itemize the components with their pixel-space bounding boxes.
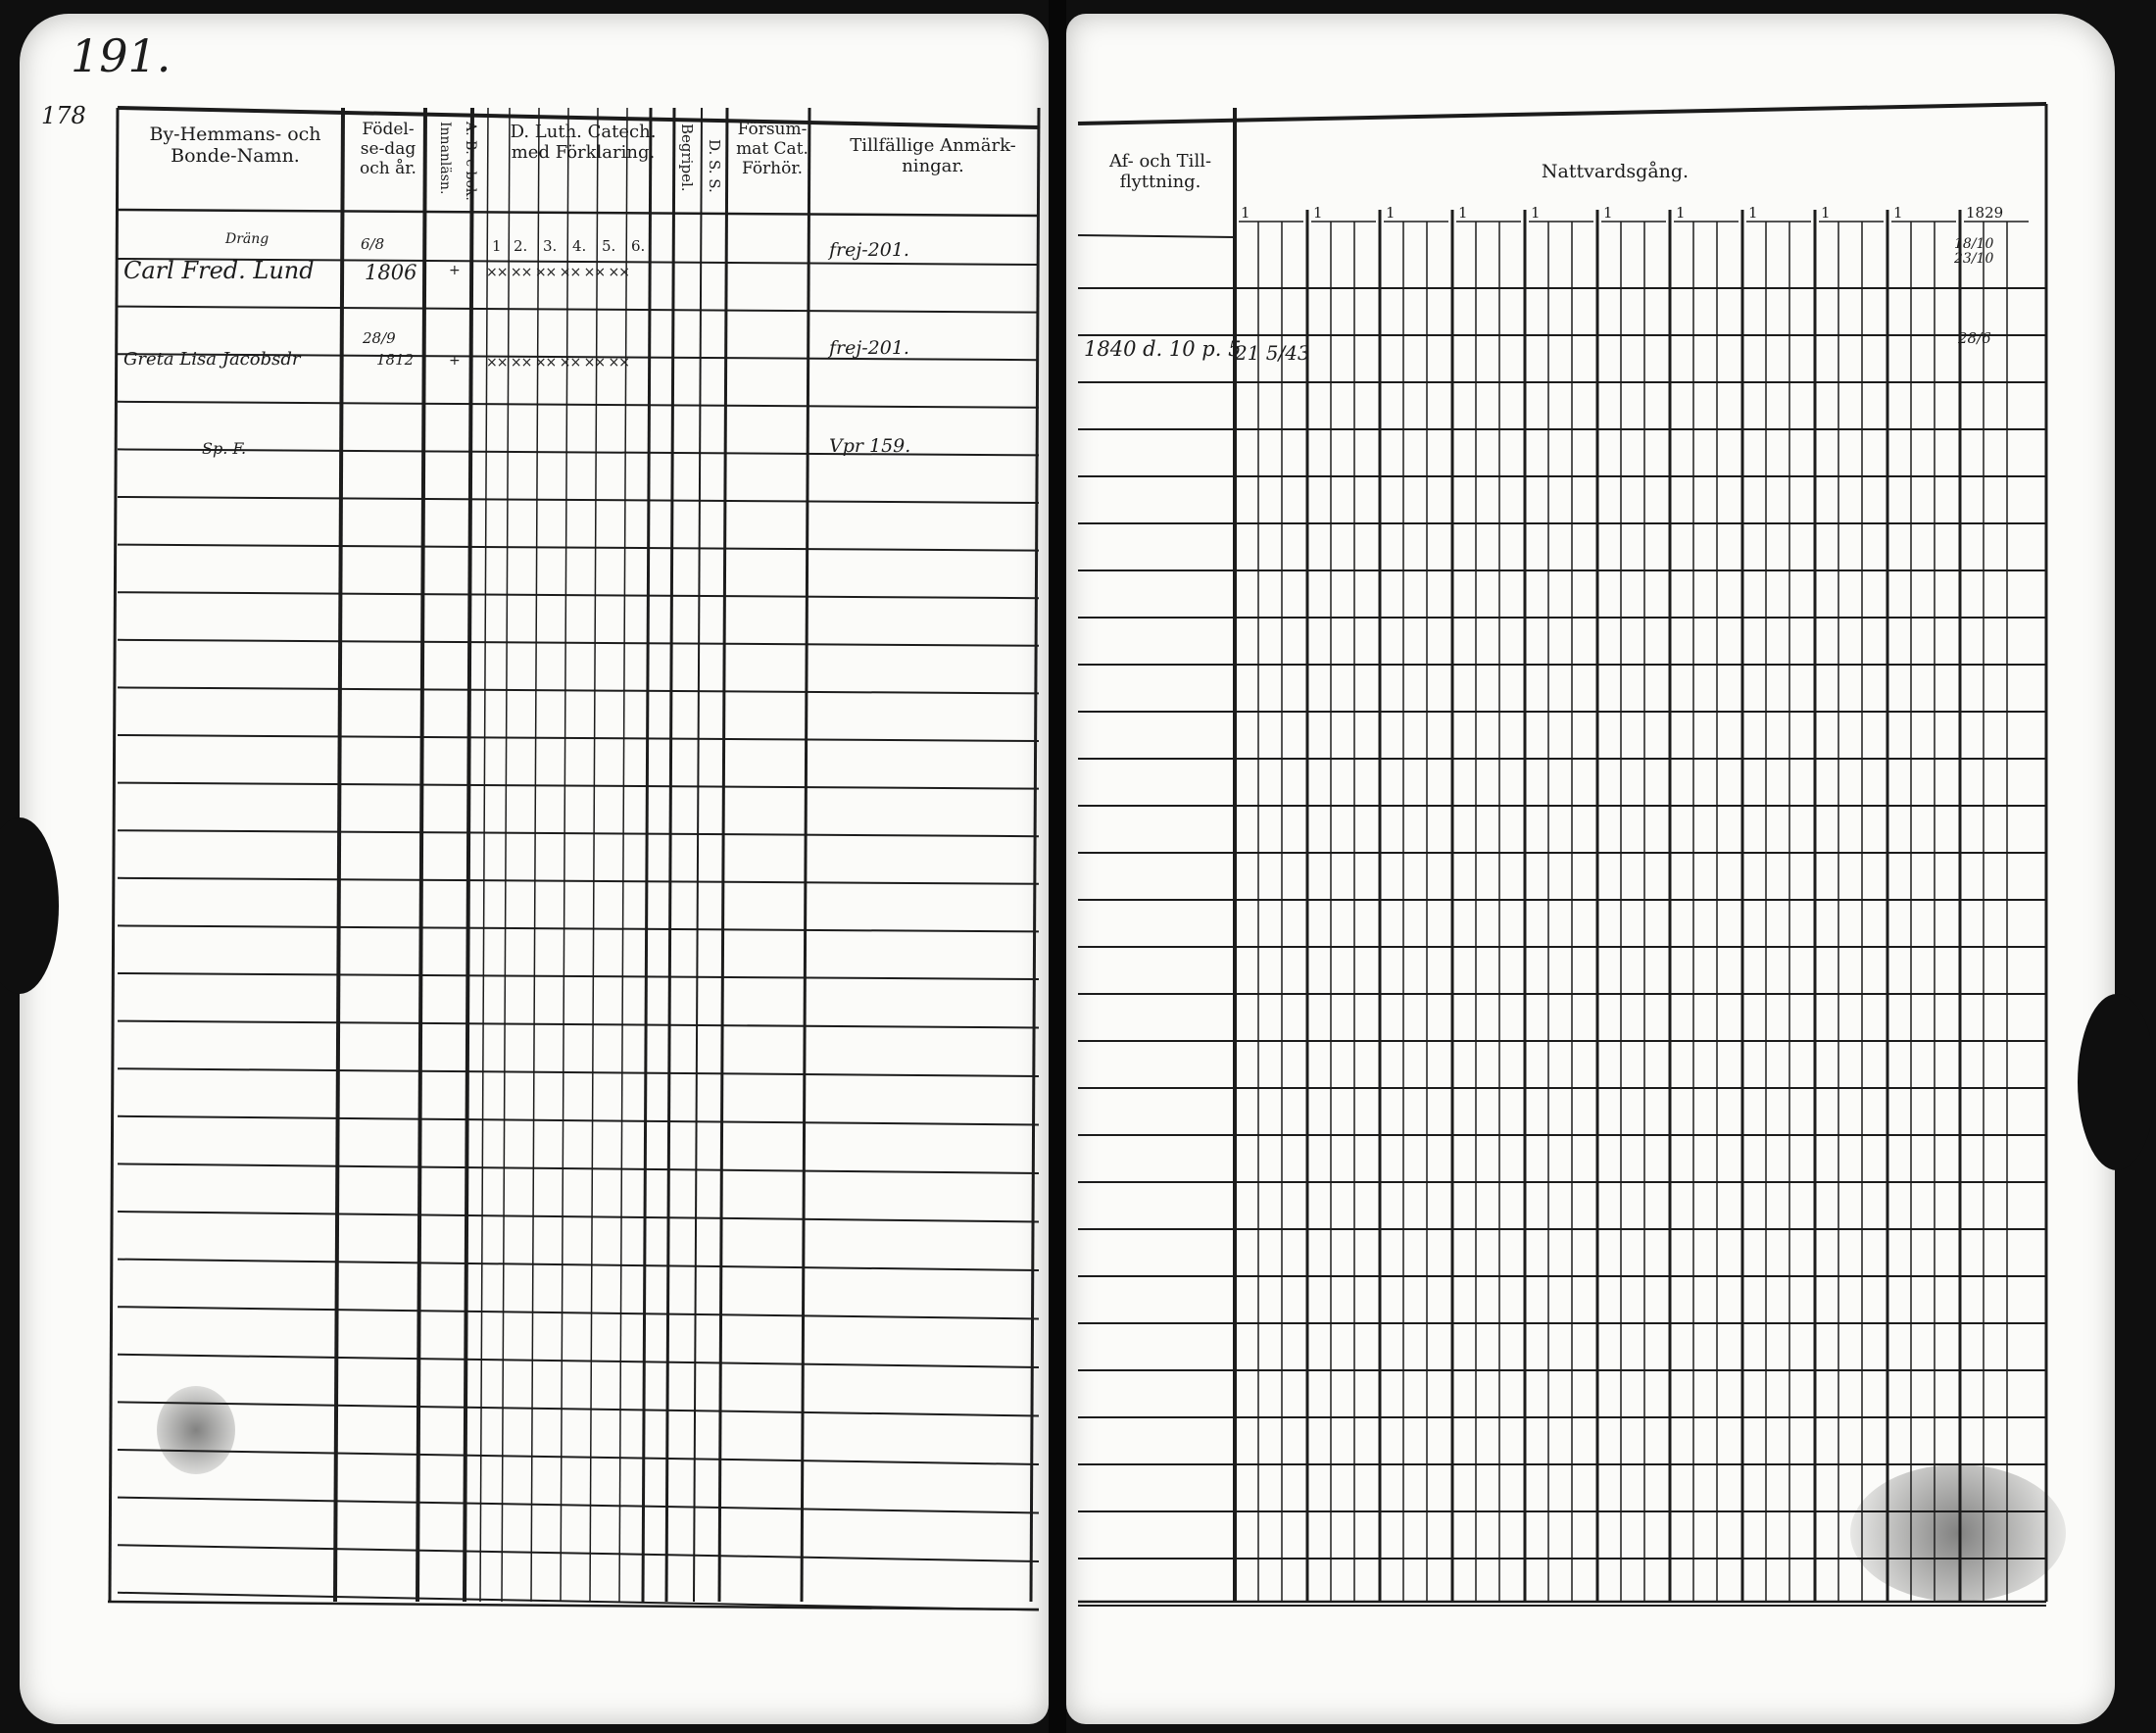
ink-smudge: [1850, 1464, 2066, 1602]
entry-birth-day: 6/8: [361, 235, 385, 253]
d-luth-subheader: 3.: [543, 237, 558, 255]
row-rule: [118, 1545, 1039, 1561]
entry-role: Dräng: [225, 231, 270, 247]
communion-date: 18/10 23/10: [1954, 236, 1994, 268]
entry-birth-year: 1812: [376, 351, 415, 369]
nattvard-subheader: 1: [1386, 204, 1396, 222]
communion-date: 21 5/43: [1235, 341, 1310, 365]
right-page: [1066, 14, 2115, 1724]
nattvard-subheader: 1: [1458, 204, 1468, 222]
column-rule: [643, 108, 651, 1602]
nattvard-subheader: 1: [1531, 204, 1541, 222]
row-rule: [118, 925, 1039, 931]
column-rule: [335, 108, 343, 1602]
header-by-hemmans: By-Hemmans- och Bonde-Namn.: [149, 124, 321, 168]
row-rule: [118, 735, 1039, 741]
row-rule: [118, 402, 1039, 408]
column-rule: [465, 108, 472, 1602]
book-spine: [1049, 0, 1066, 1733]
row-rule: [118, 1212, 1039, 1222]
row-rule: [118, 1068, 1039, 1076]
row-rule: [118, 1116, 1039, 1125]
entry-name: Carl Fred. Lund: [123, 257, 315, 284]
column-rule: [110, 108, 118, 1602]
row-rule: [118, 1402, 1039, 1415]
entry-catechism-marks: ×× ×× ×× ×× ×× ××: [486, 265, 630, 280]
row-rule: [118, 497, 1039, 503]
nattvard-subheader: 1: [1821, 204, 1831, 222]
column-rule: [417, 108, 425, 1602]
entry-remark: Vpr 159.: [829, 435, 911, 457]
entry-name: Greta Lisa Jacobsdr: [123, 349, 301, 370]
d-luth-subheader: 2.: [514, 237, 528, 255]
header-dss: D. S. S.: [706, 139, 723, 193]
row-rule: [118, 545, 1039, 551]
d-luth-subheader: 4.: [572, 237, 587, 255]
header-af-och-till: Af- och Till- flyttning.: [1108, 151, 1212, 193]
header-fodelse: Födel- se-dag och år.: [360, 120, 416, 179]
row-rule: [118, 592, 1039, 598]
row-rule: [118, 1164, 1039, 1173]
entry-innanlasning: +: [449, 263, 460, 278]
column-rule: [694, 108, 702, 1602]
column-rule: [666, 108, 674, 1602]
entry-remark: frej-201.: [829, 239, 909, 261]
row-rule: [118, 878, 1039, 884]
row-rule: [118, 307, 1039, 313]
entry-remark: frej-201.: [829, 337, 909, 359]
left-page: [20, 14, 1049, 1724]
column-rule: [719, 108, 727, 1602]
d-luth-subheader: 1: [492, 237, 502, 255]
row-rule: [118, 1260, 1039, 1270]
ink-smudge: [157, 1386, 235, 1474]
page-number: 191.: [71, 29, 172, 82]
header-d-luth: D. Luth. Catech. med Förklaring.: [510, 122, 657, 164]
row-rule: [1078, 235, 1235, 237]
column-rule: [1031, 108, 1039, 1602]
nattvard-subheader: 1829: [1966, 204, 2004, 222]
communion-date: 28/6: [1958, 329, 1991, 347]
header-ab-c-bok: A. B. c bok.: [463, 122, 478, 201]
header-tillfallige: Tillfällige Anmärk- ningar.: [850, 135, 1016, 177]
row-rule: [118, 783, 1039, 789]
moving-note: 1840 d. 10 p. 5: [1084, 337, 1242, 361]
header-forsummat: Försum- mat Cat. Förhör.: [736, 120, 808, 179]
page-number-secondary: 178: [41, 102, 86, 129]
nattvard-subheader: 1: [1676, 204, 1686, 222]
header-begripelse: Begripel.: [678, 124, 696, 192]
row-rule: [118, 640, 1039, 646]
nattvard-subheader: 1: [1603, 204, 1613, 222]
entry-catechism-marks: ×× ×× ×× ×× ×× ××: [486, 355, 630, 371]
row-rule: [118, 1498, 1039, 1513]
nattvard-subheader: 1: [1313, 204, 1323, 222]
column-rule: [619, 108, 627, 1602]
row-rule: [118, 830, 1039, 836]
row-rule: [118, 687, 1039, 693]
row-rule: [118, 973, 1039, 979]
d-luth-subheader: 5.: [602, 237, 616, 255]
entry-name: Sp. F.: [202, 439, 247, 458]
bottom-rule: [108, 1602, 1039, 1609]
column-rule: [590, 108, 598, 1602]
top-rule: [1078, 104, 2046, 124]
nattvard-subheader: 1: [1893, 204, 1903, 222]
column-rule: [802, 108, 809, 1602]
entry-innanlasning: +: [449, 353, 460, 369]
column-rule: [561, 108, 568, 1602]
row-rule: [118, 1307, 1039, 1318]
header-innanlasning: Innanläsn.: [437, 122, 453, 195]
row-rule: [118, 1450, 1039, 1464]
d-luth-subheader: 6.: [631, 237, 646, 255]
header-rule: [118, 210, 1039, 216]
row-rule: [118, 1355, 1039, 1367]
column-rule: [531, 108, 539, 1602]
nattvard-subheader: 1: [1748, 204, 1758, 222]
entry-birth-day: 28/9: [363, 329, 396, 347]
row-rule: [118, 1021, 1039, 1028]
column-rule: [480, 108, 488, 1602]
column-rule: [502, 108, 510, 1602]
header-nattvardsgang: Nattvardsgång.: [1541, 161, 1690, 182]
entry-birth-year: 1806: [365, 261, 417, 284]
nattvard-subheader: 1: [1241, 204, 1250, 222]
